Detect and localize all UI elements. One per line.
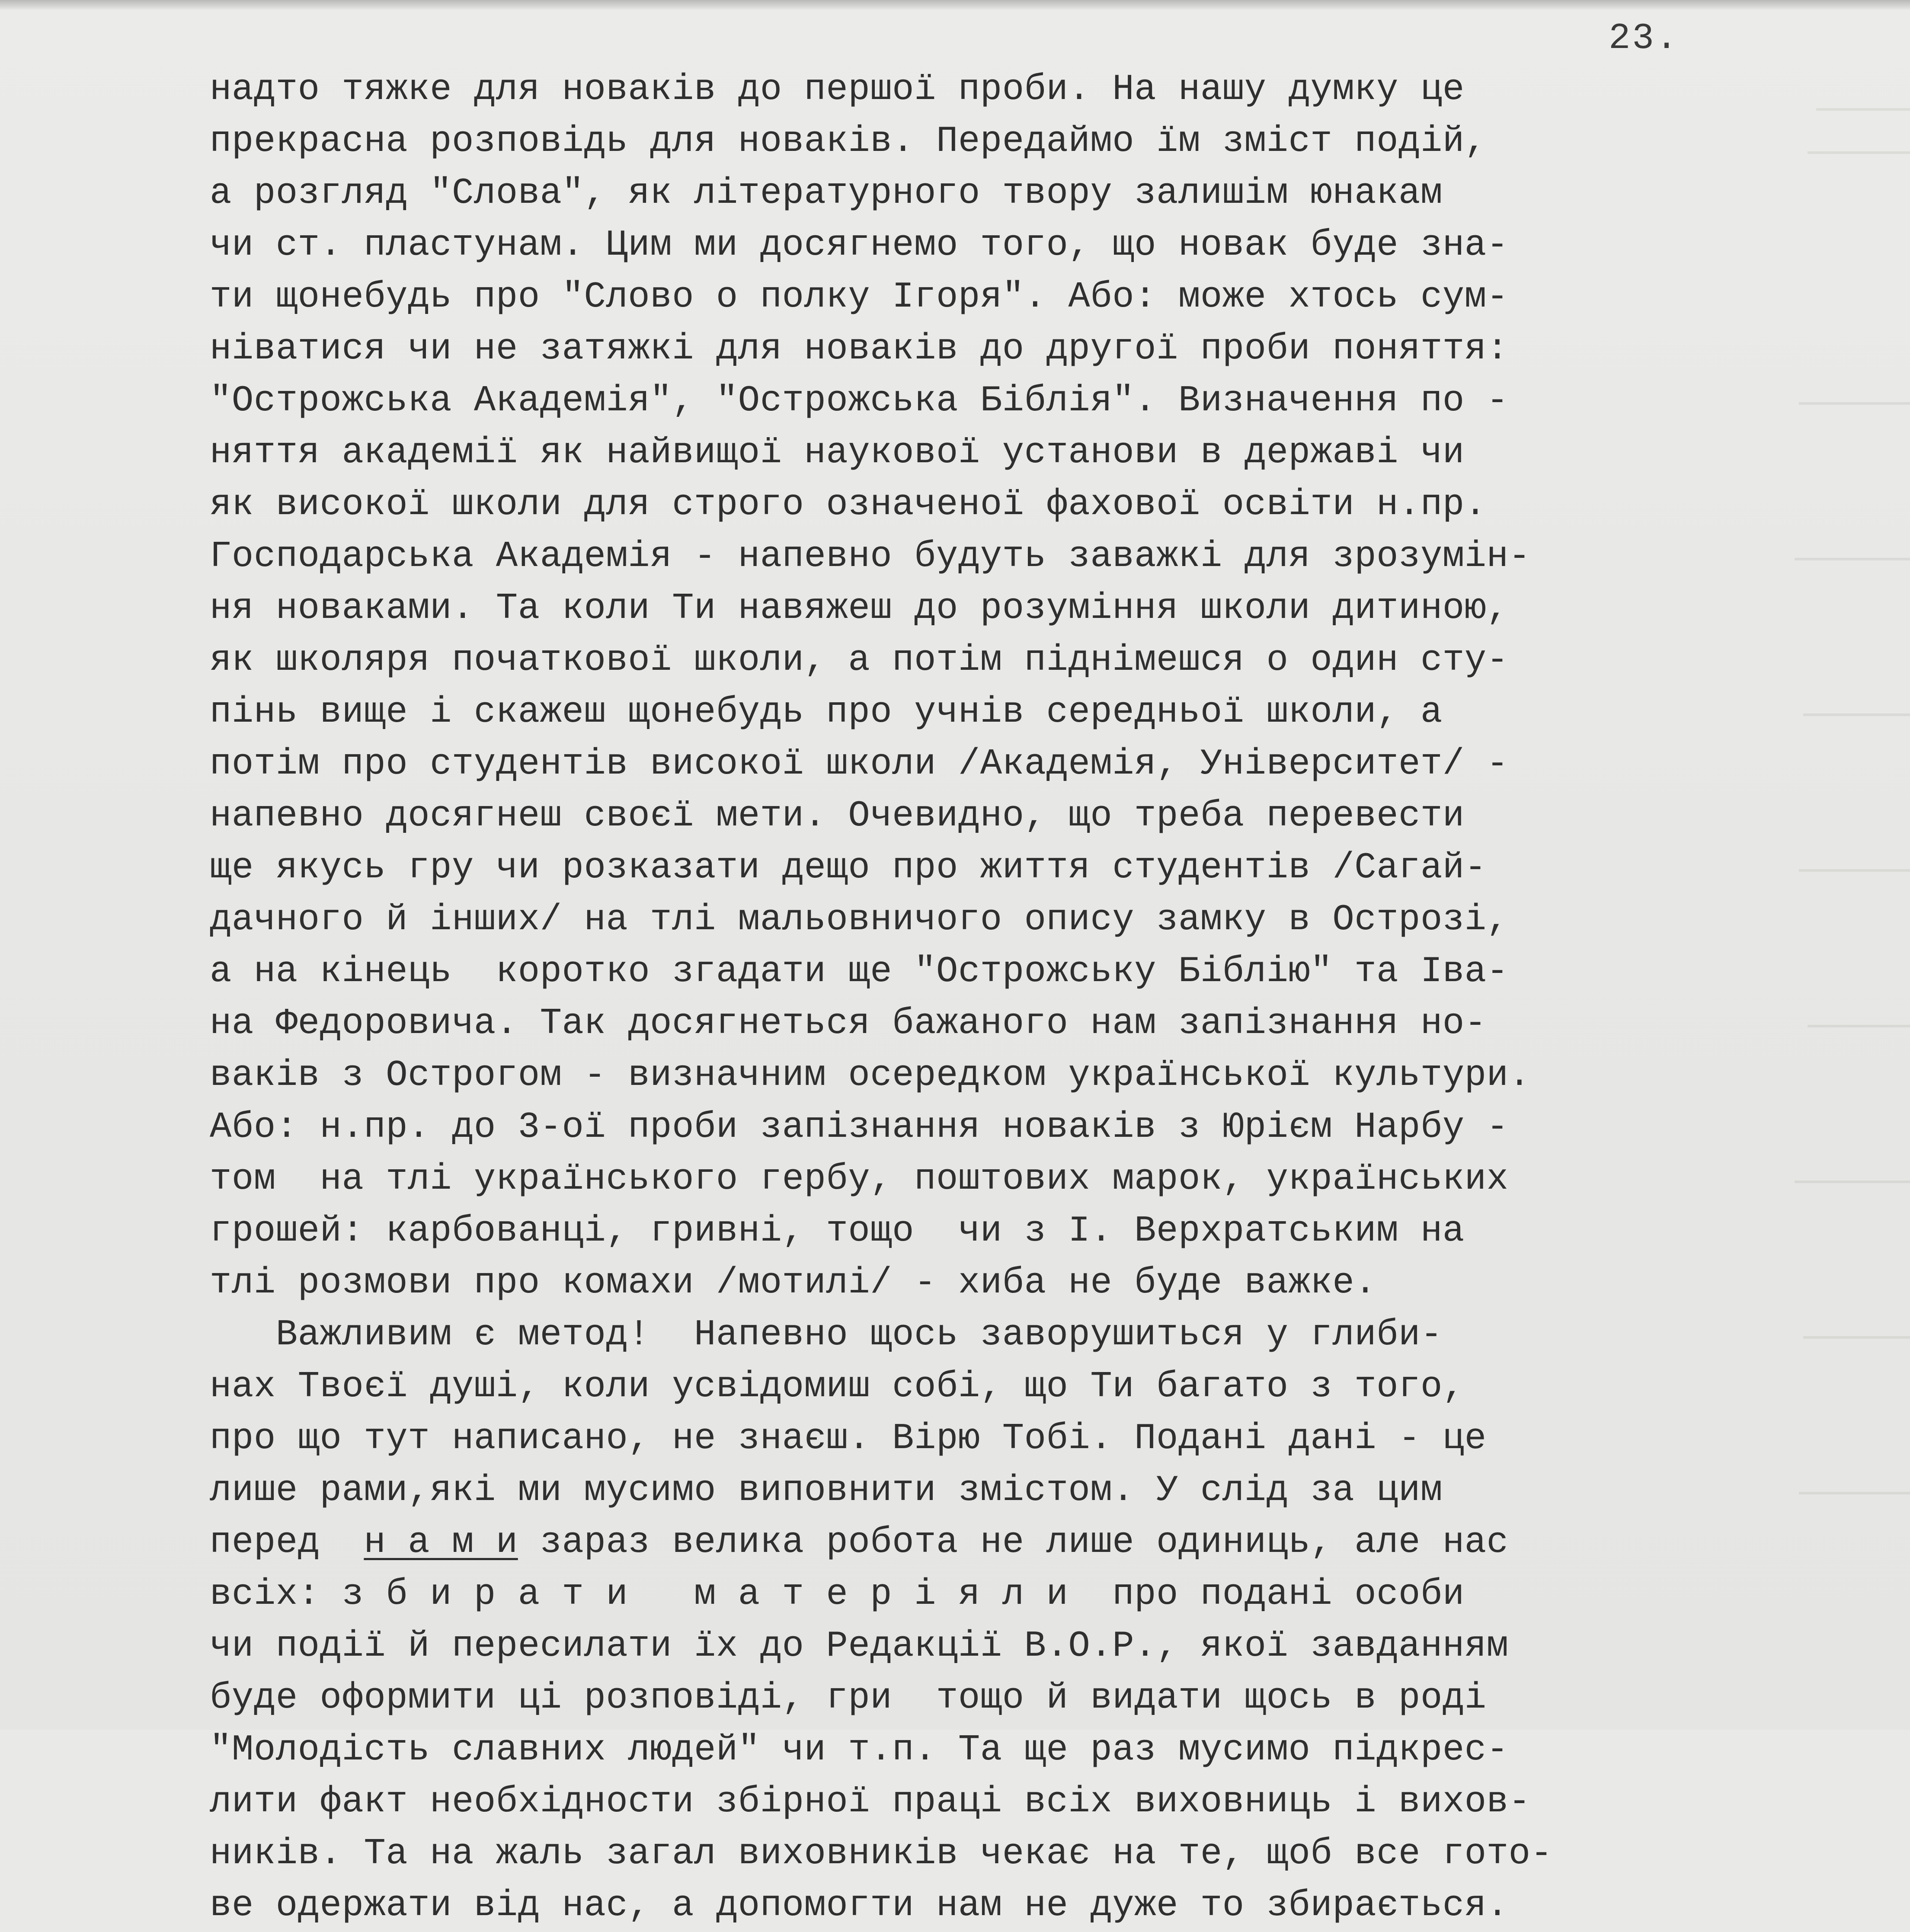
text-line: буде оформити ці розповіді, гри тощо й видати щось в роді xyxy=(210,1678,1487,1719)
text-line: прекрасна розповідь для новаків. Передаймо їм зміст подій, xyxy=(210,121,1487,162)
text-line: пінь вище і скажеш щонебудь про учнів середньої школи, а xyxy=(210,692,1443,733)
text-line: грошей: карбованці, гривні, тощо чи з І. Верхратським на xyxy=(210,1211,1465,1252)
line-segment: перед xyxy=(210,1522,364,1563)
text-line: а розгляд "Слова", як літературного твору залишім юнакам xyxy=(210,173,1443,214)
underlined-word: н а м и xyxy=(364,1522,518,1563)
typewritten-body xyxy=(210,64,1766,1932)
text-line: Або: н.пр. до 3-ої проби запізнання новаків з Юрієм Нарбу - xyxy=(210,1107,1509,1148)
bleed-mark xyxy=(1799,869,1910,872)
text-line: чи події й пересилати їх до Редакції В.О.Р., якої завданням xyxy=(210,1626,1509,1667)
text-line: том на тлі українського гербу, поштових марок, українських xyxy=(210,1159,1509,1200)
text-line: ве одержати від нас, а допомогти нам не дуже то збирається. xyxy=(210,1885,1509,1926)
text-line: ти щонебудь про "Слово о полку Ігоря". Або: може хтось сум- xyxy=(210,277,1509,318)
text-line: про що тут написано, не знаєш. Вірю Тобі. Подані дані - це xyxy=(210,1418,1487,1459)
bleed-mark xyxy=(1816,108,1910,111)
text-line: на Федоровича. Так досягнеться бажаного нам запізнання но- xyxy=(210,1003,1487,1044)
bleed-mark xyxy=(1799,402,1910,405)
page-number: 23. xyxy=(1609,18,1680,59)
bleed-mark xyxy=(1808,1025,1910,1027)
text-line: дачного й інших/ на тлі мальовничого опису замку в Острозі, xyxy=(210,899,1509,940)
text-line-spaced-emphasis: всіх: з б и р а т и м а т е р і я л и про подані особи xyxy=(210,1574,1465,1615)
text-line: як високої школи для строго означеної фахової освіти н.пр. xyxy=(210,484,1487,525)
text-line: "Молодість славних людей" чи т.п. Та ще раз мусимо підкрес- xyxy=(210,1730,1509,1771)
text-line: ніватися чи не затяжкі для новаків до другої проби поняття: xyxy=(210,329,1509,370)
text-line: ня новаками. Та коли Ти навяжеш до розуміння школи дитиною, xyxy=(210,588,1509,629)
text-line: лише рами,які ми мусимо виповнити змістом. У слід за цим xyxy=(210,1470,1443,1511)
text-line-with-underline xyxy=(210,1517,1766,1569)
paragraph-start-line: Важливим є метод! Напевно щось заворушиться у глиби- xyxy=(210,1315,1443,1356)
text-line: "Острожська Академія", "Острожська Біблія". Визначення по - xyxy=(210,381,1509,422)
page-top-edge xyxy=(0,0,1910,10)
text-line: няття академії як найвищої наукової установи в державі чи xyxy=(210,432,1465,473)
text-line: а на кінець коротко згадати ще "Острожську Біблію" та Іва- xyxy=(210,951,1509,992)
text-line: надто тяжке для новаків до першої проби. На нашу думку це xyxy=(210,69,1465,110)
bleed-mark xyxy=(1795,558,1910,560)
text-line: нах Твоєї душі, коли усвідомиш собі, що Ти багато з того, xyxy=(210,1366,1465,1407)
text-line: ників. Та на жаль загал виховників чекає на те, щоб все гото- xyxy=(210,1833,1553,1874)
line-segment: зараз велика робота не лише одиниць, але нас xyxy=(518,1522,1509,1563)
text-line: потім про студентів високої школи /Академія, Університет/ - xyxy=(210,744,1509,785)
bleed-mark xyxy=(1795,1180,1910,1183)
text-line: тлі розмови про комахи /мотилі/ - хиба не буде важке. xyxy=(210,1263,1377,1304)
text-line: як школяря початкової школи, а потім піднімешся о один сту- xyxy=(210,640,1509,681)
text-line: Господарська Академія - напевно будуть заважкі для зрозумін- xyxy=(210,536,1531,577)
bleed-mark xyxy=(1799,1492,1910,1494)
text-line: ваків з Острогом - визначним осередком української культури. xyxy=(210,1055,1531,1096)
bleed-mark xyxy=(1803,713,1910,716)
text-line: чи ст. пластунам. Цим ми досягнемо того, що новак буде зна- xyxy=(210,225,1509,266)
bleed-mark xyxy=(1803,1336,1910,1339)
text-line: лити факт необхідности збірної праці всіх виховниць і вихов- xyxy=(210,1782,1531,1823)
text-line: напевно досягнеш своєї мети. Очевидно, що треба перевести xyxy=(210,796,1465,837)
bleed-mark xyxy=(1808,151,1910,154)
text-line: ще якусь гру чи розказати дещо про життя студентів /Сагай- xyxy=(210,848,1487,889)
